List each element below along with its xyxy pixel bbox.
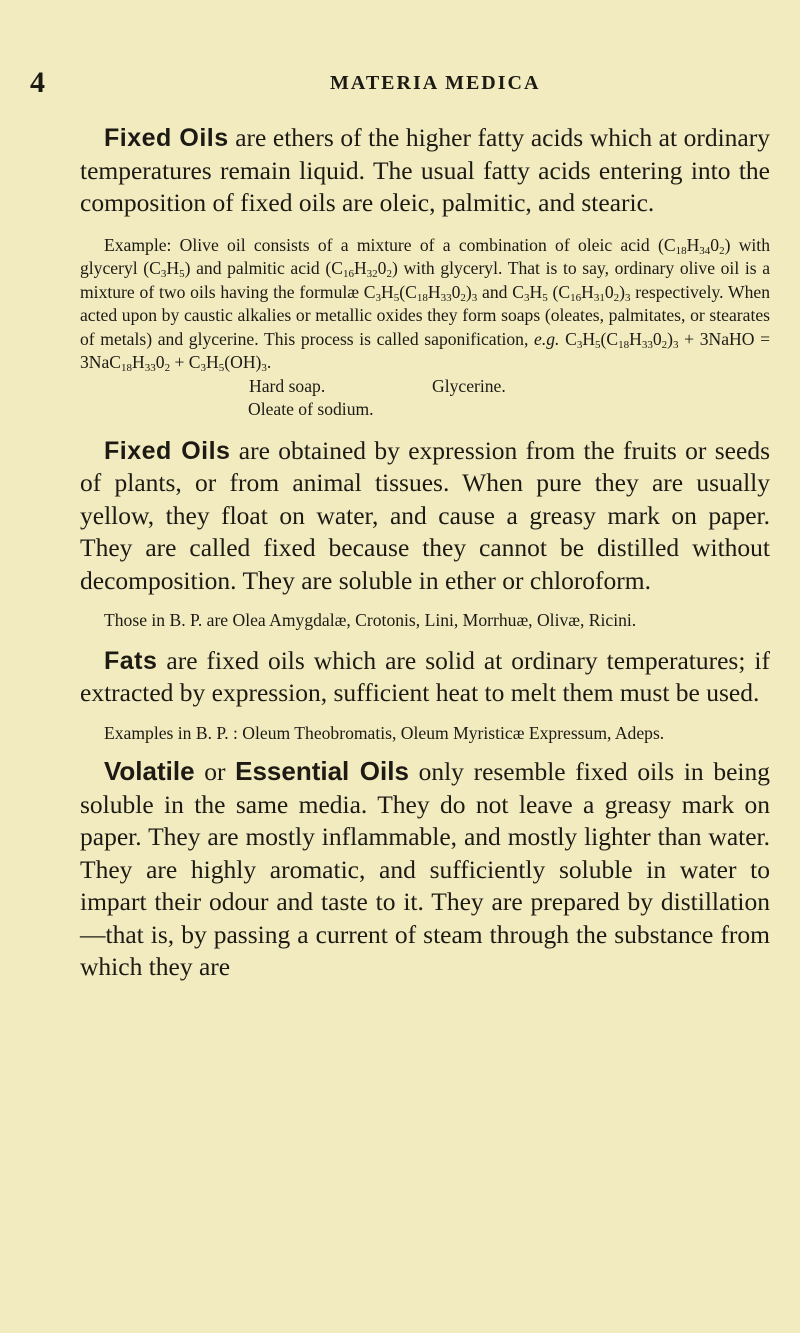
term-fixed-oils-2: Fixed Oils <box>104 436 231 465</box>
bp-oils-list: Those in B. P. are Olea Amygdalæ, Crotonis, Lini, Morrhuæ, Olivæ, Ricini. <box>104 610 637 630</box>
bp-fats-list: Examples in B. P. : Oleum Theobromatis, Oleum Myristicæ Expressum, Adeps. <box>104 722 665 743</box>
paragraph-text: are fixed oils which are solid at ordinary temperatures; if extracted by expression, sufficient heat to melt them must be used. <box>80 645 770 707</box>
equation-labels <box>80 375 770 423</box>
term-fixed-oils: Fixed Oils <box>104 124 229 152</box>
paragraph-text: only resemble fixed oils in being soluble in the same media. They do not leave a greasy mark on paper. They are mostly inflammable, and mostly lighter than water. They are highly aromatic, and sufficiently soluble in water to impart their odour and taste to it. They are prepared by distillation—that is, by passing a current of steam through the substance from which they are <box>80 757 770 981</box>
term-fats: Fats <box>104 646 158 675</box>
page-number: 4 <box>30 66 45 99</box>
label-oleate-of-sodium: Oleate of sodium. <box>248 398 374 419</box>
paragraph-fats <box>80 645 770 710</box>
term-volatile: Volatile <box>104 756 195 786</box>
running-title: MATERIA MEDICA <box>330 72 541 94</box>
paragraph-text: are ethers of the higher fatty acids which at ordinary temperatures remain liquid. The usual fatty acids entering into the composition of fixed oils are oleic, palmitic, and stearic. <box>80 123 770 217</box>
paragraph-volatile-oils: Volatile or Essential Oils only resemble fixed oils in being soluble in the same media. They do not leave a greasy mark on paper. They are mostly inflammable, and mostly lighter than water. They are highly aromatic, and sufficiently soluble in water to impart their odour and taste to it. They are prepared by distillation—that is, by passing a current of steam through the substance from which they are <box>80 756 770 981</box>
paragraph-fixed-oils-properties <box>80 435 770 598</box>
page-body <box>80 122 770 984</box>
term-essential-oils: Essential Oils <box>235 756 409 786</box>
label-glycerine: Glycerine. <box>432 375 506 396</box>
paragraph-fixed-oils-definition <box>80 122 770 220</box>
label-hard-soap: Hard soap. <box>249 375 326 396</box>
example-olive-oil: Example: Olive oil consists of a mixture of a combination of oleic acid $(C_{18}H_{34}0_2)$ with glyceryl $(C_3H_5)$ and palmitic acid $(C_{16}H_{32}0_2)$ with glyceryl. That is to say, ordinary olive oil is a mixture of two oils having the formulæ $C_3H_5(C_{18}H_{33}0_2)_3$ and $C_3H_5$ $(C_{16}H_{31}0_2)_3$ respectively. When acted upon by caustic alkalies or metallic oxides they form soaps (oleates, palmitates, or stearates of metals) and glycerine. This process is called saponification, e.g. $C_3H_5(C_{18}H_{33}0_2)_3$ + 3NaHO = $3NaC_{18}H_{33}0_2 + C_3H_5(OH)_3$. <box>80 234 771 374</box>
paragraph-text: are obtained by expression from the fruits or seeds of plants, or from animal tissues. When pure they are usually yellow, they float on water, and cause a greasy mark on paper. They are called fixed because they cannot be distilled without decomposition. They are soluble in ether or chloroform. <box>80 435 770 595</box>
